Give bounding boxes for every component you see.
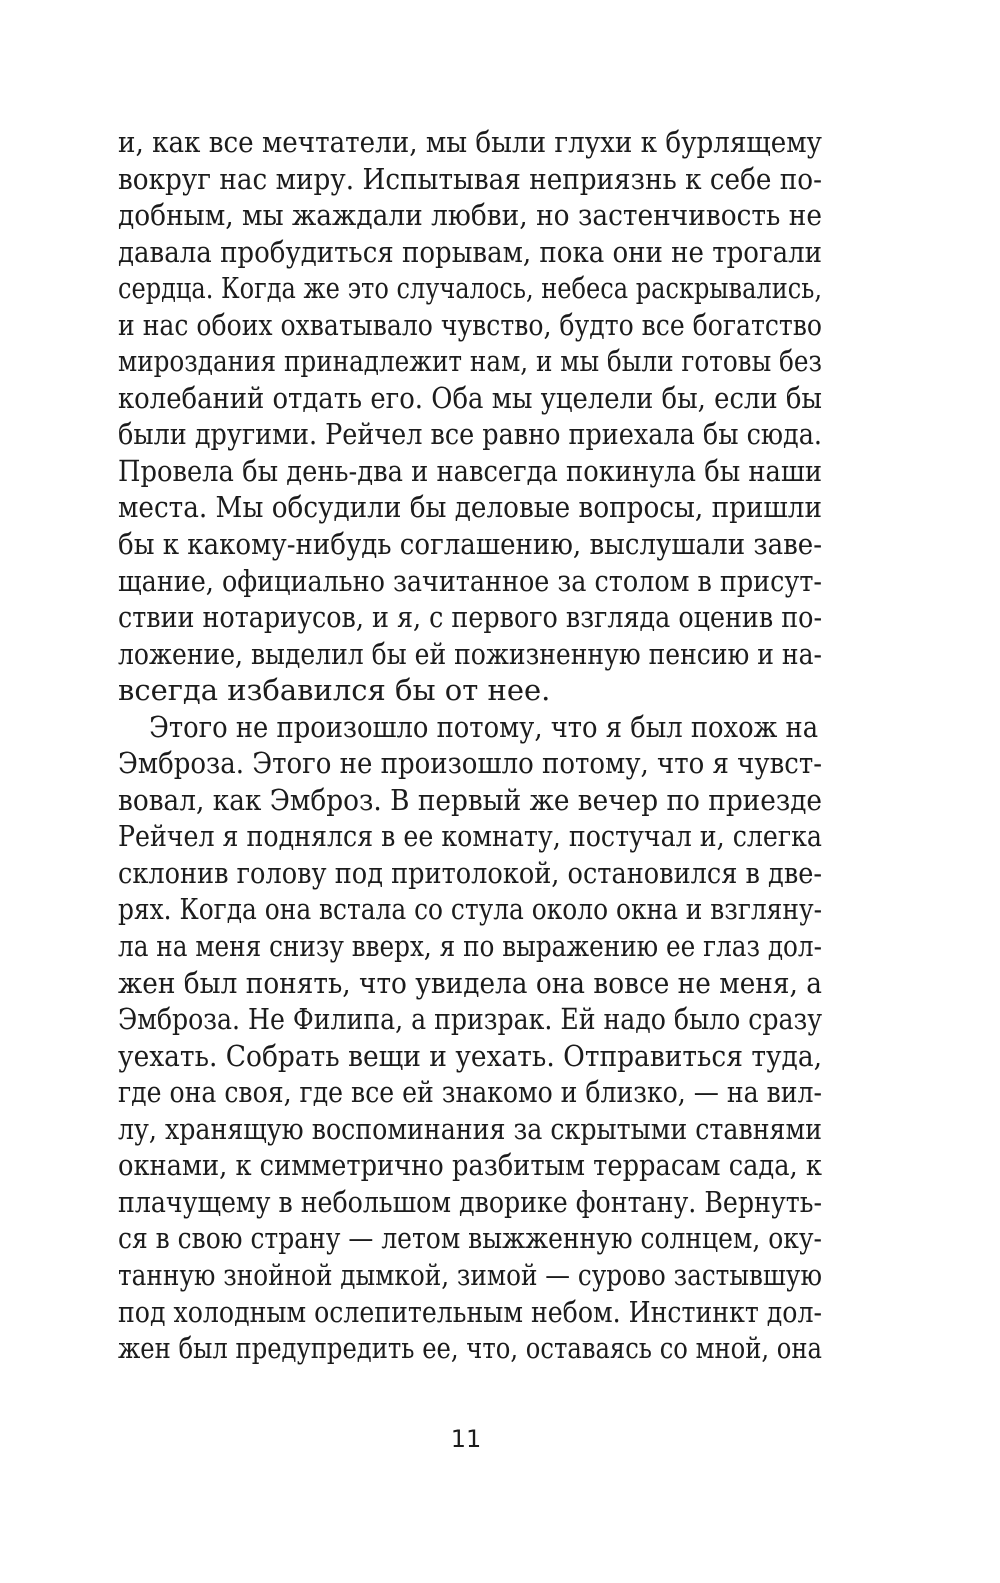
text-line: жен был понять, что увидела она вовсе не меня, а: [118, 965, 822, 1000]
text-line: были другими. Рейчел все равно приехала бы сюда.: [118, 417, 822, 452]
text-line: добным, мы жаждали любви, но застенчивость не: [118, 198, 823, 233]
text-line: плачущему в небольшом дворике фонтану. Вернуть-: [118, 1184, 823, 1219]
text-line: окнами, к симметрично разбитым террасам сада, к: [118, 1148, 822, 1183]
text-line: места. Мы обсудили бы деловые вопросы, пришли: [118, 490, 823, 525]
body-text: [118, 124, 822, 1367]
text-line: под холодным ослепительным небом. Инстинкт дол-: [118, 1294, 823, 1329]
text-line: вокруг нас миру. Испытывая неприязнь к себе по-: [118, 161, 822, 196]
text-line: танную знойной дымкой, зимой — сурово застывшую: [118, 1257, 822, 1292]
text-line: Провела бы день-два и навсегда покинула бы наши: [118, 453, 823, 488]
text-line: склонив голову под притолокой, остановился в две-: [118, 855, 823, 890]
text-line: ложение, выделил бы ей пожизненную пенсию и на-: [118, 636, 822, 671]
text-line: давала пробудиться порывам, пока они не трогали: [118, 234, 823, 269]
text-line: мироздания принадлежит нам, и мы были готовы без: [118, 344, 822, 379]
text-line: рях. Когда она встала со стула около окна и взгляну-: [118, 892, 822, 927]
text-line: ствии нотариусов, и я, с первого взгляда оценив по-: [118, 600, 823, 635]
text-line: Этого не произошло потому, что я был похож на: [149, 709, 819, 744]
text-line: Эмброза. Этого не произошло потому, что я чувст-: [118, 746, 823, 781]
text-line: и нас обоих охватывало чувство, будто все богатство: [118, 307, 823, 342]
text-line: уехать. Собрать вещи и уехать. Отправиться туда,: [118, 1038, 823, 1073]
text-line: жен был предупредить ее, что, оставаясь со мной, она: [118, 1331, 823, 1366]
text-line: лу, хранящую воспоминания за скрытыми ставнями: [118, 1111, 823, 1146]
text-line: и, как все мечтатели, мы были глухи к бурлящему: [118, 125, 822, 159]
paragraph: [118, 124, 822, 709]
text-line: сердца. Когда же это случалось, небеса раскрывались,: [118, 271, 822, 306]
text-line: ла на меня снизу вверх, я по выражению ее глаз дол-: [118, 929, 822, 964]
text-line: Рейчел я поднялся в ее комнату, постучал и, слегка: [118, 819, 822, 854]
text-line: вовал, как Эмброз. В первый же вечер по приезде: [118, 782, 823, 817]
text-line: бы к какому-нибудь соглашению, выслушали заве-: [118, 527, 823, 562]
text-line: Эмброза. Не Филипа, а призрак. Ей надо было сразу: [118, 1002, 823, 1037]
paragraph: [118, 709, 822, 1367]
text-line: ся в свою страну — летом выжженную солнцем, оку-: [118, 1221, 822, 1256]
text-line: щание, официально зачитанное за столом в присут-: [118, 563, 823, 598]
text-line: колебаний отдать его. Оба мы уцелели бы, если бы: [118, 380, 823, 415]
text-line: где она своя, где все ей знакомо и близко, — на вил-: [118, 1075, 822, 1110]
text-line: всегда избавился бы от нее.: [118, 673, 551, 708]
page-number: 11: [450, 1425, 482, 1453]
